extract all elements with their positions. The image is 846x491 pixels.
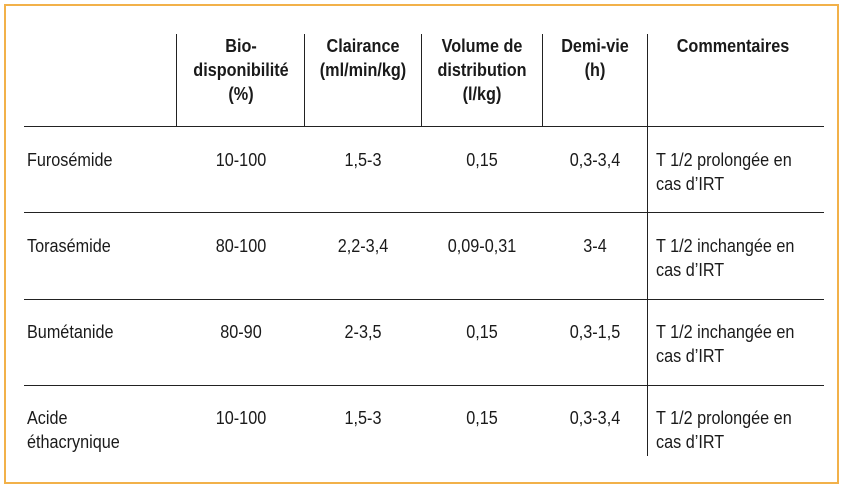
drug-name: Furosémide [27, 150, 113, 170]
header-divider [304, 34, 305, 126]
header-divider [176, 34, 177, 126]
bio-value: 80-100 [215, 236, 267, 256]
bio-value: 10-100 [215, 408, 267, 428]
demivie-value: 0,3-3,4 [569, 150, 621, 170]
header-commentaires: Commentaires [676, 36, 790, 56]
comment-text: T 1/2 inchangée en cas d’IRT [656, 322, 795, 366]
header-volume: Volume de distribution (l/kg) [437, 36, 527, 104]
bio-value: 80-90 [220, 322, 262, 342]
drug-name: Bumétanide [27, 322, 114, 342]
clairance-value: 1,5-3 [344, 150, 382, 170]
clairance-value: 1,5-3 [344, 408, 382, 428]
header-divider [542, 34, 543, 126]
row-divider [24, 126, 824, 127]
comment-text: T 1/2 prolongée en cas d’IRT [656, 150, 792, 194]
row-divider [24, 385, 824, 386]
demivie-value: 0,3-3,4 [569, 408, 621, 428]
header-clairance: Clairance (ml/min/kg) [319, 36, 407, 80]
demivie-value: 0,3-1,5 [569, 322, 621, 342]
header-bio: Bio- disponibilité (%) [193, 36, 289, 104]
drug-name: Torasémide [27, 236, 111, 256]
header-divider [647, 34, 648, 126]
drug-name: Acide éthacrynique [27, 408, 120, 452]
volume-value: 0,15 [466, 408, 498, 428]
volume-value: 0,15 [466, 150, 498, 170]
comment-text: T 1/2 prolongée en cas d’IRT [656, 408, 792, 452]
header-demivie: Demi-vie (h) [561, 36, 629, 80]
comment-column-divider [647, 126, 648, 456]
row-divider [24, 212, 824, 213]
comment-text: T 1/2 inchangée en cas d’IRT [656, 236, 795, 280]
header-divider [421, 34, 422, 126]
bio-value: 10-100 [215, 150, 267, 170]
volume-value: 0,09-0,31 [447, 236, 517, 256]
clairance-value: 2,2-3,4 [337, 236, 389, 256]
volume-value: 0,15 [466, 322, 498, 342]
clairance-value: 2-3,5 [344, 322, 382, 342]
row-divider [24, 299, 824, 300]
demivie-value: 3-4 [583, 236, 607, 256]
